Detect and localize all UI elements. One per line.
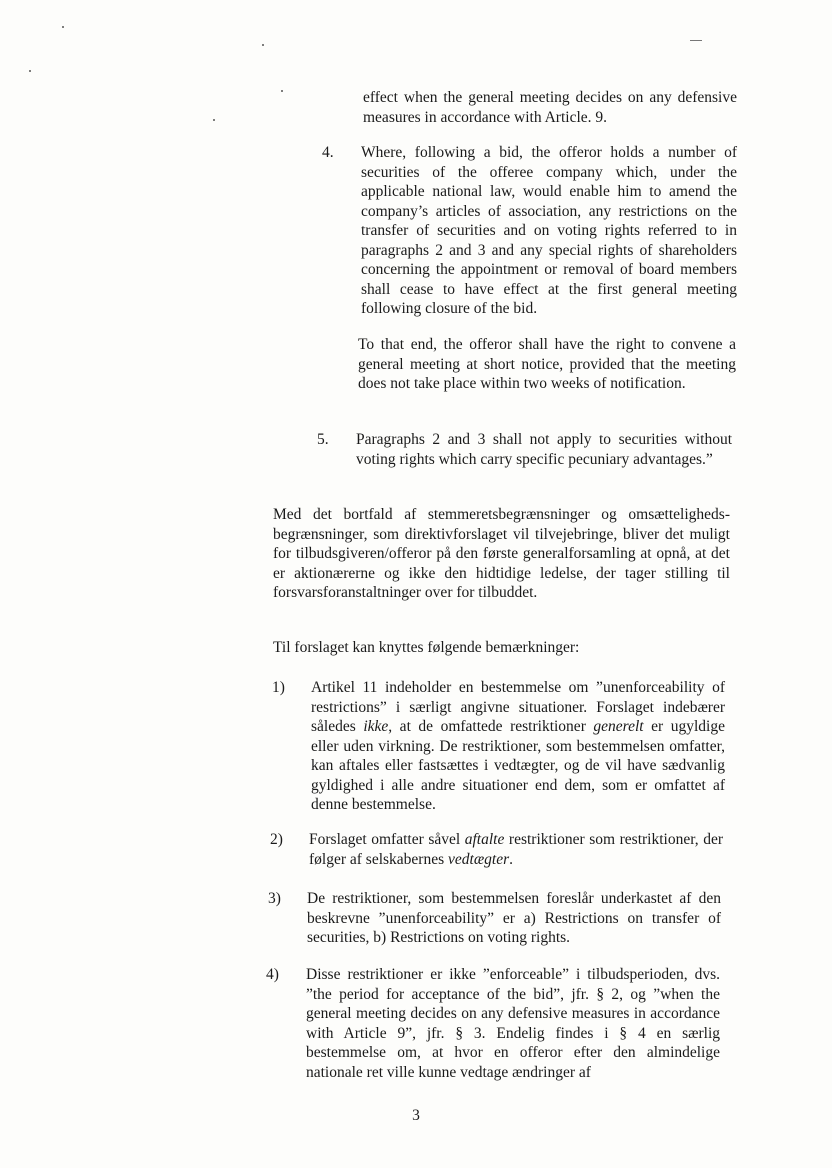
scan-speck — [62, 26, 64, 28]
remark-text-emphasis: vedtægter — [448, 850, 510, 868]
remarks-intro: Til forslaget kan knyttes følgende bemærkninger: — [273, 639, 580, 656]
remark-text-segment: Forslaget omfatter såvel — [309, 831, 465, 848]
remark-text-segment: . — [509, 850, 514, 868]
remark-text — [306, 965, 720, 1082]
remark-text-segment: , at de omfattede restriktioner — [388, 718, 594, 735]
remark-text-emphasis: ikke — [363, 718, 389, 735]
remark-number: 4) — [266, 966, 279, 983]
quote-intro: effect when the general meeting decides on any defensive measures in accordance with Article. 9. — [363, 89, 737, 126]
remark-text-segment: De restriktioner, som bestemmelsen foreslår underkastet af den beskrevne ”unenforceability” er a) Restrictions on transfer of securities, b) Restrictions on voting rights. — [307, 890, 721, 946]
scan-speck — [281, 90, 283, 92]
remark-text — [311, 678, 725, 815]
remark-number: 3) — [268, 890, 281, 907]
quote-item-paragraph: To that end, the offeror shall have the right to convene a general meeting at short notice, provided that the meeting does not take place within two weeks of notification. — [358, 336, 736, 392]
remark-text-emphasis: generelt — [593, 718, 644, 735]
scan-speck — [29, 70, 31, 72]
remark-text-emphasis: aftalte — [464, 831, 505, 848]
scan-speck — [262, 44, 264, 46]
remark-number: 2) — [270, 831, 283, 848]
remark-number: 1) — [272, 679, 285, 696]
body-paragraph: Med det bortfald af stemmeretsbegrænsninger og omsættelighedsbegrænsninger, som direktivforslaget vil tilvejebringe, bliver det muligt for tilbudsgiveren/offeror på den første generalforsamling at opnå, at det er aktionærerne og ikke den hidtidige ledelse, der tager stilling til forsvarsforanstaltninger over for tilbuddet. — [273, 506, 730, 601]
scan-speck — [213, 119, 215, 121]
quote-item-number: 5. — [317, 431, 329, 448]
remark-text-segment: er ugyldige eller uden virkning. De restriktioner, som bestemmelsen omfatter, kan aftales eller fastsættes i vedtægter, og de vil have sædvanlig gyldighed i alle andre situationer end dem, som er omfattet af denne bestemmelse. — [311, 718, 725, 813]
remark-text-segment: restriktioner som restriktioner, der følger af selskabernes — [309, 831, 723, 868]
remark-text-segment: Disse restriktioner er ikke ”enforceable” i tilbudsperioden, dvs. ”the period for acceptance of the bid”, jfr. § 2, og ”when the general meeting decides on any defensive measures in accordance with Article 9”, jfr. § 3. Endelig findes i § 4 en særlig bestemmelse om, at hvor en offeror efter den almindelige nationale ret ville kunne vedtage ændringer af — [306, 966, 720, 1081]
quote-item-number: 4. — [322, 144, 334, 161]
remark-text-segment: Artikel 11 indeholder en bestemmelse om ”unenforceability of restrictions” i særligt angivne situationer. Forslaget indebærer således — [311, 679, 725, 735]
quote-item-paragraph: Paragraphs 2 and 3 shall not apply to securities without voting rights which carry specific pecuniary advantages.” — [356, 431, 732, 468]
scan-mark — [690, 40, 702, 41]
page-number: 3 — [412, 1107, 420, 1124]
remark-text — [309, 830, 723, 869]
remark-text — [307, 889, 721, 948]
quote-item-paragraph: Where, following a bid, the offeror holds a number of securities of the offeree company which, under the applicable national law, would enable him to amend the company’s articles of association, any restrictions on the transfer of securities and on voting rights referred to in paragraphs 2 and 3 and any special rights of shareholders concerning the appointment or removal of board members shall cease to have effect at the first general meeting following closure of the bid. — [361, 144, 737, 317]
